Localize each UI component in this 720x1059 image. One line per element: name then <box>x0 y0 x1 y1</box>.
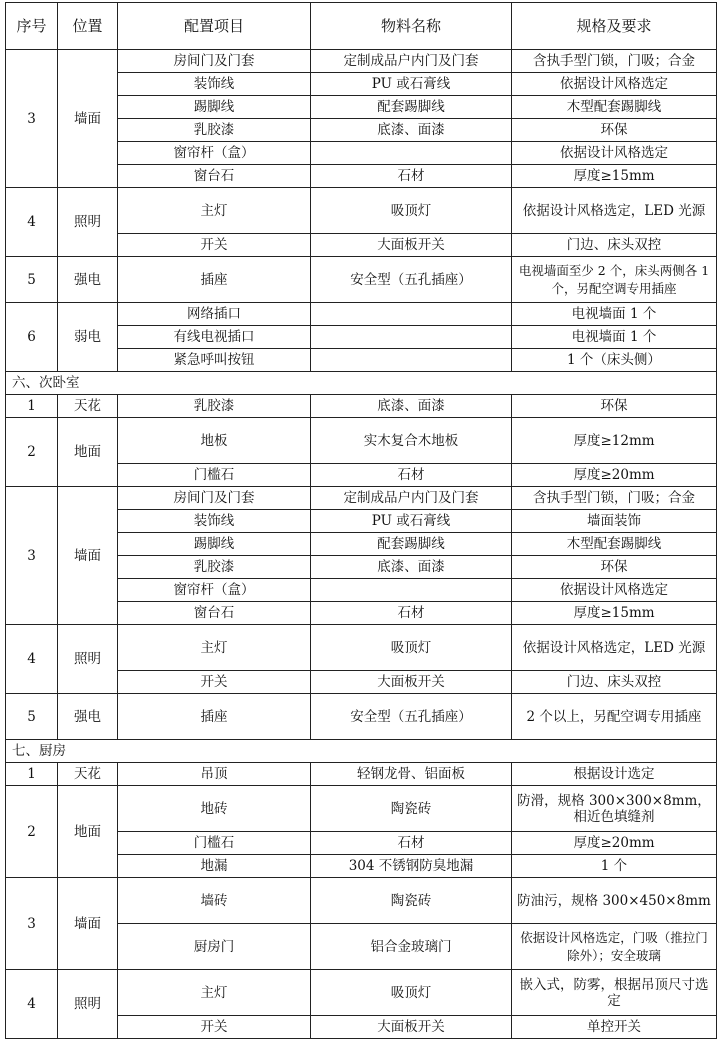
row-item: 装饰线 <box>118 73 311 96</box>
table-row <box>6 878 717 924</box>
row-location: 地面 <box>58 786 118 878</box>
row-spec: 厚度≥15mm <box>512 602 717 625</box>
row-item: 门槛石 <box>118 464 311 487</box>
row-material <box>311 349 512 372</box>
row-material: 定制成品户内门及门套 <box>311 50 512 73</box>
row-item: 主灯 <box>118 188 311 234</box>
row-material: 配套踢脚线 <box>311 533 512 556</box>
row-material <box>311 303 512 326</box>
row-material: 石材 <box>311 832 512 855</box>
row-material <box>311 326 512 349</box>
row-item: 乳胶漆 <box>118 556 311 579</box>
row-location: 照明 <box>58 970 118 1039</box>
row-material: 304 不锈钢防臭地漏 <box>311 855 512 878</box>
row-material: 配套踢脚线 <box>311 96 512 119</box>
row-location: 照明 <box>58 625 118 694</box>
header-row <box>6 3 717 50</box>
row-no: 2 <box>6 786 58 878</box>
row-spec: 含执手型门锁，门吸；合金 <box>512 487 717 510</box>
row-spec: 厚度≥15mm <box>512 165 717 188</box>
row-location: 天花 <box>58 763 118 786</box>
row-item: 踢脚线 <box>118 533 311 556</box>
row-no: 4 <box>6 625 58 694</box>
row-material: 定制成品户内门及门套 <box>311 487 512 510</box>
row-spec: 木型配套踢脚线 <box>512 96 717 119</box>
row-material: 实木复合木地板 <box>311 418 512 464</box>
row-no: 4 <box>6 970 58 1039</box>
row-location: 照明 <box>58 188 118 257</box>
row-spec: 依据设计风格选定 <box>512 142 717 165</box>
table-row <box>6 970 717 1016</box>
row-spec: 厚度≥20mm <box>512 832 717 855</box>
row-spec: 环保 <box>512 395 717 418</box>
section-title: 七、厨房 <box>6 740 717 763</box>
table-row <box>6 487 717 510</box>
section-row <box>6 740 717 763</box>
row-spec: 2 个以上，另配空调专用插座 <box>512 694 717 740</box>
row-material: 安全型（五孔插座） <box>311 257 512 303</box>
row-material: 轻钢龙骨、铝面板 <box>311 763 512 786</box>
row-location: 地面 <box>58 418 118 487</box>
row-spec: 门边、床头双控 <box>512 671 717 694</box>
row-item: 地砖 <box>118 786 311 832</box>
row-material: 吸顶灯 <box>311 625 512 671</box>
table-row <box>6 763 717 786</box>
row-spec: 电视墙面至少 2 个，床头两侧各 1 个，另配空调专用插座 <box>512 257 717 303</box>
row-no: 1 <box>6 395 58 418</box>
row-material: 石材 <box>311 602 512 625</box>
row-spec: 1 个（床头侧） <box>512 349 717 372</box>
row-material: PU 或石膏线 <box>311 73 512 96</box>
row-spec: 防滑，规格 300×300×8mm，相近色填缝剂 <box>512 786 717 832</box>
row-location: 强电 <box>58 257 118 303</box>
row-item: 紧急呼叫按钮 <box>118 349 311 372</box>
row-material: 吸顶灯 <box>311 188 512 234</box>
row-location: 墙面 <box>58 878 118 970</box>
row-item: 房间门及门套 <box>118 487 311 510</box>
row-item: 厨房门 <box>118 924 311 970</box>
row-spec: 依据设计风格选定，LED 光源 <box>512 188 717 234</box>
row-spec: 厚度≥12mm <box>512 418 717 464</box>
section-title: 六、次卧室 <box>6 372 717 395</box>
section-row <box>6 372 717 395</box>
row-material: 陶瓷砖 <box>311 878 512 924</box>
row-spec: 依据设计风格选定，LED 光源 <box>512 625 717 671</box>
row-no: 4 <box>6 188 58 257</box>
row-spec: 环保 <box>512 556 717 579</box>
row-item: 房间门及门套 <box>118 50 311 73</box>
row-spec: 嵌入式，防雾，根据吊顶尺寸选定 <box>512 970 717 1016</box>
table-row <box>6 418 717 464</box>
table-row <box>6 395 717 418</box>
row-item: 窗帘杆（盒） <box>118 579 311 602</box>
row-item: 插座 <box>118 694 311 740</box>
row-material: 大面板开关 <box>311 234 512 257</box>
row-no: 5 <box>6 694 58 740</box>
row-material: 陶瓷砖 <box>311 786 512 832</box>
row-material: 安全型（五孔插座） <box>311 694 512 740</box>
row-material: PU 或石膏线 <box>311 510 512 533</box>
row-spec: 含执手型门锁，门吸；合金 <box>512 50 717 73</box>
row-spec: 依据设计风格选定，门吸（推拉门除外）；安全玻璃 <box>512 924 717 970</box>
row-no: 1 <box>6 763 58 786</box>
row-spec: 依据设计风格选定 <box>512 579 717 602</box>
header-spec: 规格及要求 <box>512 3 717 50</box>
row-item: 墙砖 <box>118 878 311 924</box>
row-item: 乳胶漆 <box>118 395 311 418</box>
row-spec: 墙面装饰 <box>512 510 717 533</box>
row-spec: 电视墙面 1 个 <box>512 303 717 326</box>
header-location: 位置 <box>58 3 118 50</box>
row-material: 吸顶灯 <box>311 970 512 1016</box>
row-item: 开关 <box>118 234 311 257</box>
table-row <box>6 786 717 832</box>
row-item: 网络插口 <box>118 303 311 326</box>
row-material <box>311 142 512 165</box>
row-no: 3 <box>6 487 58 625</box>
row-spec: 环保 <box>512 119 717 142</box>
row-no: 2 <box>6 418 58 487</box>
row-spec: 木型配套踢脚线 <box>512 533 717 556</box>
row-item: 窗台石 <box>118 165 311 188</box>
row-item: 吊顶 <box>118 763 311 786</box>
row-location: 天花 <box>58 395 118 418</box>
row-item: 有线电视插口 <box>118 326 311 349</box>
spec-table <box>5 2 717 1039</box>
row-spec: 1 个 <box>512 855 717 878</box>
row-no: 3 <box>6 50 58 188</box>
row-item: 主灯 <box>118 625 311 671</box>
row-item: 门槛石 <box>118 832 311 855</box>
row-item: 主灯 <box>118 970 311 1016</box>
row-no: 5 <box>6 257 58 303</box>
row-spec: 防油污，规格 300×450×8mm <box>512 878 717 924</box>
table-row <box>6 188 717 234</box>
header-material: 物料名称 <box>311 3 512 50</box>
row-location: 弱电 <box>58 303 118 372</box>
row-spec: 门边、床头双控 <box>512 234 717 257</box>
row-item: 开关 <box>118 671 311 694</box>
row-no: 6 <box>6 303 58 372</box>
row-material: 石材 <box>311 165 512 188</box>
row-material: 底漆、面漆 <box>311 556 512 579</box>
table-row <box>6 303 717 326</box>
header-item: 配置项目 <box>118 3 311 50</box>
row-material: 大面板开关 <box>311 671 512 694</box>
row-item: 窗帘杆（盒） <box>118 142 311 165</box>
row-material: 铝合金玻璃门 <box>311 924 512 970</box>
row-material: 底漆、面漆 <box>311 395 512 418</box>
row-spec: 根据设计选定 <box>512 763 717 786</box>
row-item: 地漏 <box>118 855 311 878</box>
row-item: 插座 <box>118 257 311 303</box>
row-location: 墙面 <box>58 487 118 625</box>
row-location: 强电 <box>58 694 118 740</box>
table-row <box>6 257 717 303</box>
row-location: 墙面 <box>58 50 118 188</box>
row-spec: 厚度≥20mm <box>512 464 717 487</box>
row-item: 地板 <box>118 418 311 464</box>
row-spec: 单控开关 <box>512 1016 717 1039</box>
row-material <box>311 579 512 602</box>
row-material: 石材 <box>311 464 512 487</box>
row-spec: 电视墙面 1 个 <box>512 326 717 349</box>
row-spec: 依据设计风格选定 <box>512 73 717 96</box>
row-material: 大面板开关 <box>311 1016 512 1039</box>
row-item: 踢脚线 <box>118 96 311 119</box>
row-item: 乳胶漆 <box>118 119 311 142</box>
row-item: 窗台石 <box>118 602 311 625</box>
row-no: 3 <box>6 878 58 970</box>
table-row <box>6 50 717 73</box>
table-row <box>6 694 717 740</box>
row-material: 底漆、面漆 <box>311 119 512 142</box>
table-row <box>6 625 717 671</box>
row-item: 装饰线 <box>118 510 311 533</box>
header-no: 序号 <box>6 3 58 50</box>
row-item: 开关 <box>118 1016 311 1039</box>
